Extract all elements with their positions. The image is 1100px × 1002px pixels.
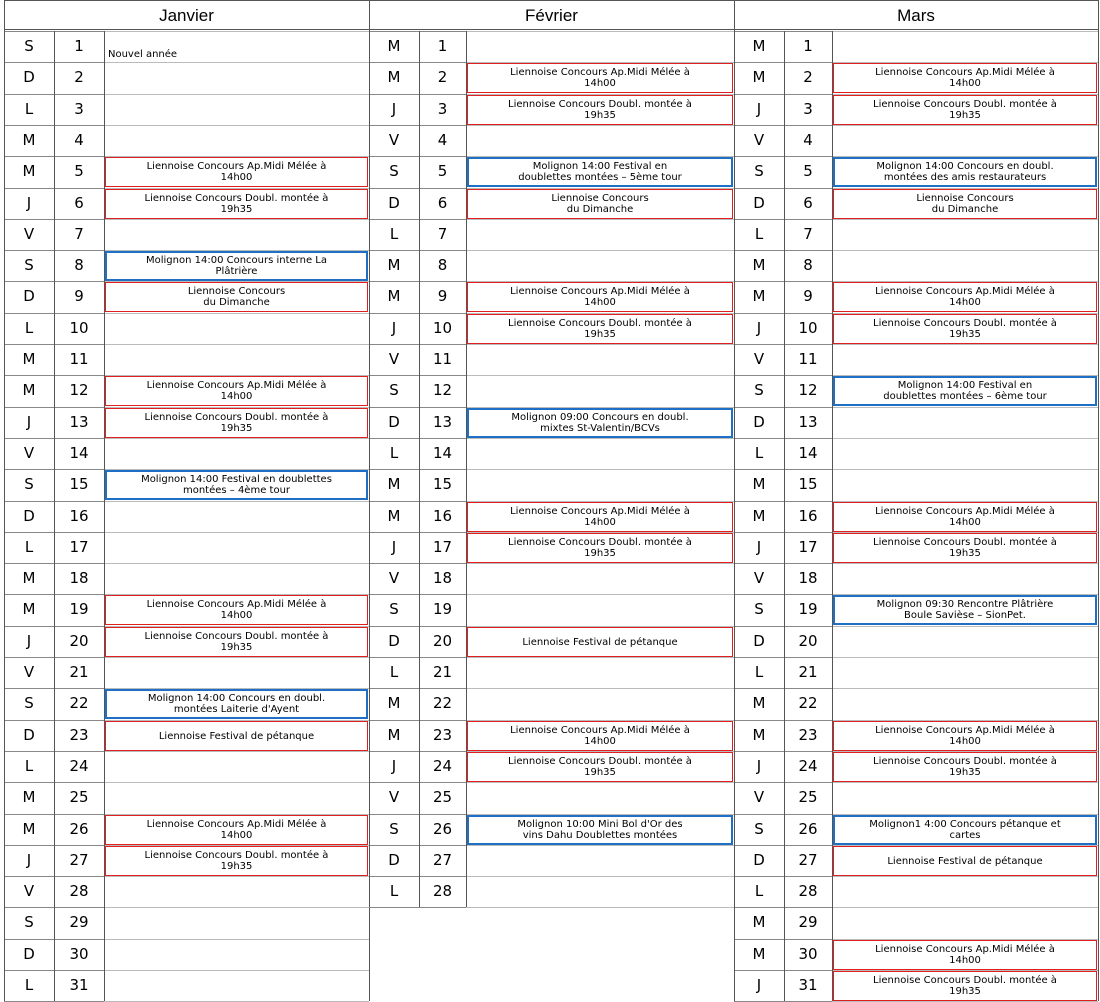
day-number: 22 bbox=[69, 694, 89, 712]
weekday-letter: M bbox=[752, 287, 766, 305]
weekday-letter: J bbox=[391, 319, 397, 337]
event-red-box[interactable]: Liennoise Concours Doubl. montée à 19h35 bbox=[833, 314, 1097, 344]
row-divider bbox=[104, 219, 369, 220]
day-number: 3 bbox=[74, 100, 84, 118]
day-number: 8 bbox=[74, 256, 84, 274]
day-number: 12 bbox=[69, 381, 89, 399]
weekday-letter: J bbox=[756, 319, 762, 337]
weekday-letter: J bbox=[756, 100, 762, 118]
weekday-letter: S bbox=[389, 162, 399, 180]
weekday-letter: V bbox=[23, 444, 35, 462]
event-red-box[interactable]: Liennoise Concours Doubl. montée à 19h35 bbox=[105, 189, 368, 219]
weekday-letter: V bbox=[753, 350, 765, 368]
weekday-letter: S bbox=[754, 162, 764, 180]
event-red-box[interactable]: Liennoise Concours Doubl. montée à 19h35 bbox=[467, 95, 733, 125]
column-divider bbox=[1098, 0, 1099, 1001]
weekday-letter: M bbox=[752, 694, 766, 712]
weekday-letter: M bbox=[22, 788, 36, 806]
weekday-letter: M bbox=[22, 569, 36, 587]
day-number: 21 bbox=[798, 663, 818, 681]
day-number: 7 bbox=[803, 225, 813, 243]
weekday-letter: L bbox=[24, 319, 34, 337]
day-number: 27 bbox=[432, 851, 453, 869]
row-divider bbox=[832, 344, 1098, 345]
weekday-letter: S bbox=[24, 256, 34, 274]
event-red-box[interactable]: Liennoise Concours Ap.Midi Mélée à 14h00 bbox=[833, 721, 1097, 751]
row-divider bbox=[104, 532, 369, 533]
event-red-box[interactable]: Liennoise Concours Doubl. montée à 19h35 bbox=[467, 314, 733, 344]
day-number: 18 bbox=[798, 569, 818, 587]
day-number: 31 bbox=[798, 976, 818, 994]
day-number: 26 bbox=[432, 820, 453, 838]
event-red-box[interactable]: Liennoise Concours du Dimanche bbox=[833, 189, 1097, 219]
row-divider bbox=[104, 344, 369, 345]
row-divider bbox=[832, 125, 1098, 126]
weekday-letter: M bbox=[22, 162, 36, 180]
row-divider bbox=[466, 594, 734, 595]
day-number: 13 bbox=[432, 413, 453, 431]
weekday-letter: M bbox=[387, 68, 401, 86]
weekday-letter: L bbox=[754, 882, 764, 900]
row-divider bbox=[466, 845, 734, 846]
weekday-letter: D bbox=[753, 851, 765, 869]
weekday-letter: L bbox=[389, 882, 399, 900]
day-number: 15 bbox=[798, 475, 818, 493]
row-divider bbox=[104, 876, 369, 877]
weekday-letter: S bbox=[389, 600, 399, 618]
weekday-letter: V bbox=[388, 350, 400, 368]
weekday-letter: D bbox=[23, 945, 35, 963]
weekday-letter: D bbox=[23, 507, 35, 525]
row-divider bbox=[466, 31, 734, 32]
day-number: 25 bbox=[432, 788, 453, 806]
day-number: 8 bbox=[437, 256, 448, 274]
event-red-box[interactable]: Liennoise Concours Ap.Midi Mélée à 14h00 bbox=[105, 157, 368, 187]
day-number: 3 bbox=[803, 100, 813, 118]
day-number: 24 bbox=[69, 757, 89, 775]
row-divider bbox=[832, 626, 1098, 627]
weekday-letter: D bbox=[388, 194, 400, 212]
weekday-letter: M bbox=[752, 913, 766, 931]
row-divider bbox=[466, 250, 734, 251]
day-number: 21 bbox=[432, 663, 453, 681]
weekday-letter: M bbox=[752, 945, 766, 963]
weekday-letter: V bbox=[23, 663, 35, 681]
day-number: 29 bbox=[798, 913, 818, 931]
row-divider bbox=[104, 501, 369, 502]
day-number: 18 bbox=[69, 569, 89, 587]
event-plain-box[interactable]: Nouvel année bbox=[108, 49, 178, 60]
weekday-letter: D bbox=[388, 413, 400, 431]
event-red-box[interactable]: Liennoise Concours Ap.Midi Mélée à 14h00 bbox=[833, 282, 1097, 312]
weekday-letter: J bbox=[26, 851, 32, 869]
row-divider bbox=[832, 250, 1098, 251]
event-blue-box[interactable]: Molignon 09:00 Concours en doubl. mixtes St-Valentin/BCVs bbox=[467, 408, 733, 438]
day-number: 6 bbox=[74, 194, 84, 212]
day-number: 17 bbox=[798, 538, 818, 556]
event-red-box[interactable]: Liennoise Concours Doubl. montée à 19h35 bbox=[105, 627, 368, 657]
day-number: 30 bbox=[69, 945, 89, 963]
day-number: 11 bbox=[798, 350, 818, 368]
weekday-letter: V bbox=[388, 788, 400, 806]
weekday-letter: M bbox=[387, 507, 401, 525]
event-blue-box[interactable]: Molignon1 4:00 Concours pétanque et cartes bbox=[833, 815, 1097, 845]
month-header-janvier: Janvier bbox=[4, 0, 369, 30]
weekday-letter: J bbox=[26, 413, 32, 431]
event-red-box[interactable]: Liennoise Concours Doubl. montée à 19h35 bbox=[833, 971, 1097, 1001]
event-red-box[interactable]: Liennoise Concours Doubl. montée à 19h35 bbox=[467, 752, 733, 782]
day-number: 27 bbox=[69, 851, 89, 869]
weekday-letter: J bbox=[756, 757, 762, 775]
day-number: 14 bbox=[432, 444, 453, 462]
day-number: 28 bbox=[69, 882, 89, 900]
day-number: 11 bbox=[432, 350, 453, 368]
day-number: 16 bbox=[798, 507, 818, 525]
day-number: 10 bbox=[69, 319, 89, 337]
day-number: 22 bbox=[798, 694, 818, 712]
weekday-letter: S bbox=[389, 381, 399, 399]
event-red-box[interactable]: Liennoise Festival de pétanque bbox=[467, 627, 733, 657]
weekday-letter: L bbox=[389, 225, 399, 243]
day-number: 10 bbox=[432, 319, 453, 337]
row-divider bbox=[466, 876, 734, 877]
day-number: 26 bbox=[798, 820, 818, 838]
event-blue-box[interactable]: Molignon 14:00 Concours interne La Plâtrière bbox=[105, 251, 368, 281]
day-number: 11 bbox=[69, 350, 89, 368]
day-number: 22 bbox=[432, 694, 453, 712]
day-number: 1 bbox=[74, 37, 84, 55]
day-number: 18 bbox=[432, 569, 453, 587]
weekday-letter: M bbox=[22, 350, 36, 368]
row-divider bbox=[104, 939, 369, 940]
weekday-letter: V bbox=[388, 569, 400, 587]
day-number: 30 bbox=[798, 945, 818, 963]
day-number: 15 bbox=[432, 475, 453, 493]
event-red-box[interactable]: Liennoise Concours Ap.Midi Mélée à 14h00 bbox=[105, 815, 368, 845]
row-divider bbox=[832, 688, 1098, 689]
weekday-letter: S bbox=[24, 694, 34, 712]
row-divider bbox=[466, 688, 734, 689]
day-number: 6 bbox=[437, 194, 448, 212]
weekday-letter: L bbox=[24, 976, 34, 994]
weekday-letter: M bbox=[22, 381, 36, 399]
event-blue-box[interactable]: Molignon 14:00 Festival en doublettes montées – 6ème tour bbox=[833, 376, 1097, 406]
event-red-box[interactable]: Liennoise Concours Ap.Midi Mélée à 14h00 bbox=[467, 282, 733, 312]
weekday-letter: J bbox=[391, 538, 397, 556]
day-number: 1 bbox=[437, 37, 448, 55]
event-blue-box[interactable]: Molignon 14:00 Concours en doubl. montées des amis restaurateurs bbox=[833, 157, 1097, 187]
weekday-letter: L bbox=[754, 444, 764, 462]
weekday-letter: M bbox=[387, 287, 401, 305]
day-number: 17 bbox=[69, 538, 89, 556]
weekday-letter: M bbox=[752, 475, 766, 493]
weekday-letter: J bbox=[756, 538, 762, 556]
event-red-box[interactable]: Liennoise Festival de pétanque bbox=[833, 846, 1097, 876]
weekday-letter: S bbox=[24, 37, 34, 55]
row-divider bbox=[832, 219, 1098, 220]
weekday-letter: L bbox=[754, 663, 764, 681]
weekday-letter: J bbox=[391, 100, 397, 118]
row-divider bbox=[104, 94, 369, 95]
weekday-letter: M bbox=[387, 37, 401, 55]
row-divider bbox=[466, 125, 734, 126]
event-red-box[interactable]: Liennoise Concours Ap.Midi Mélée à 14h00 bbox=[833, 63, 1097, 93]
day-number: 5 bbox=[803, 162, 813, 180]
day-number: 20 bbox=[798, 632, 818, 650]
day-number: 5 bbox=[74, 162, 84, 180]
row-divider bbox=[466, 344, 734, 345]
weekday-letter: M bbox=[387, 256, 401, 274]
event-red-box[interactable]: Liennoise Concours Doubl. montée à 19h35 bbox=[105, 846, 368, 876]
weekday-letter: D bbox=[23, 726, 35, 744]
weekday-letter: L bbox=[24, 100, 34, 118]
day-number: 7 bbox=[437, 225, 448, 243]
weekday-letter: L bbox=[24, 538, 34, 556]
weekday-letter: V bbox=[388, 131, 400, 149]
weekday-letter: M bbox=[22, 131, 36, 149]
event-blue-box[interactable]: Molignon 09:30 Rencontre Plâtrière Boule Savièse – SionPet. bbox=[833, 595, 1097, 625]
month-header-février: Février bbox=[369, 0, 734, 30]
row-divider bbox=[466, 563, 734, 564]
weekday-letter: M bbox=[752, 507, 766, 525]
day-number: 4 bbox=[803, 131, 813, 149]
day-number: 19 bbox=[69, 600, 89, 618]
weekday-letter: L bbox=[24, 757, 34, 775]
day-number: 19 bbox=[798, 600, 818, 618]
row-divider bbox=[832, 782, 1098, 783]
day-number: 28 bbox=[432, 882, 453, 900]
weekday-letter: J bbox=[756, 976, 762, 994]
weekday-letter: S bbox=[24, 913, 34, 931]
weekday-letter: J bbox=[26, 632, 32, 650]
row-divider bbox=[466, 907, 734, 908]
row-divider bbox=[466, 469, 734, 470]
row-divider bbox=[104, 313, 369, 314]
weekday-letter: L bbox=[389, 444, 399, 462]
day-number: 9 bbox=[74, 287, 84, 305]
event-red-box[interactable]: Liennoise Concours du Dimanche bbox=[467, 189, 733, 219]
day-number: 25 bbox=[69, 788, 89, 806]
weekday-letter: M bbox=[387, 694, 401, 712]
day-number: 9 bbox=[803, 287, 813, 305]
row-divider bbox=[832, 438, 1098, 439]
weekday-letter: D bbox=[23, 287, 35, 305]
day-number: 20 bbox=[69, 632, 89, 650]
day-number: 15 bbox=[69, 475, 89, 493]
day-number: 14 bbox=[69, 444, 89, 462]
row-divider bbox=[104, 125, 369, 126]
row-divider bbox=[832, 469, 1098, 470]
row-divider bbox=[104, 751, 369, 752]
row-divider bbox=[104, 62, 369, 63]
day-number: 1 bbox=[803, 37, 813, 55]
weekday-letter: S bbox=[754, 820, 764, 838]
event-red-box[interactable]: Liennoise Concours du Dimanche bbox=[105, 282, 368, 312]
day-number: 29 bbox=[69, 913, 89, 931]
row-divider bbox=[466, 438, 734, 439]
event-red-box[interactable]: Liennoise Concours Ap.Midi Mélée à 14h00 bbox=[105, 376, 368, 406]
weekday-letter: L bbox=[754, 225, 764, 243]
weekday-letter: M bbox=[752, 68, 766, 86]
day-number: 14 bbox=[798, 444, 818, 462]
day-number: 2 bbox=[803, 68, 813, 86]
weekday-letter: S bbox=[389, 820, 399, 838]
weekday-letter: M bbox=[752, 256, 766, 274]
row-divider bbox=[832, 31, 1098, 32]
event-red-box[interactable]: Liennoise Concours Ap.Midi Mélée à 14h00 bbox=[833, 502, 1097, 532]
row-divider bbox=[466, 375, 734, 376]
weekday-letter: J bbox=[391, 757, 397, 775]
row-divider bbox=[832, 657, 1098, 658]
row-divider bbox=[104, 782, 369, 783]
day-number: 12 bbox=[432, 381, 453, 399]
day-number: 31 bbox=[69, 976, 89, 994]
row-divider bbox=[466, 782, 734, 783]
weekday-letter: D bbox=[388, 632, 400, 650]
weekday-letter: M bbox=[387, 726, 401, 744]
day-number: 5 bbox=[437, 162, 448, 180]
weekday-letter: L bbox=[389, 663, 399, 681]
day-number: 10 bbox=[798, 319, 818, 337]
event-red-box[interactable]: Liennoise Concours Ap.Midi Mélée à 14h00 bbox=[467, 63, 733, 93]
day-number: 9 bbox=[437, 287, 448, 305]
weekday-letter: J bbox=[26, 194, 32, 212]
weekday-letter: D bbox=[23, 68, 35, 86]
row-divider bbox=[832, 907, 1098, 908]
event-red-box[interactable]: Liennoise Concours Ap.Midi Mélée à 14h00 bbox=[105, 595, 368, 625]
day-number: 21 bbox=[69, 663, 89, 681]
event-red-box[interactable]: Liennoise Concours Doubl. montée à 19h35 bbox=[833, 533, 1097, 563]
weekday-letter: S bbox=[754, 381, 764, 399]
day-number: 23 bbox=[798, 726, 818, 744]
row-divider bbox=[832, 407, 1098, 408]
day-number: 2 bbox=[74, 68, 84, 86]
weekday-letter: M bbox=[22, 820, 36, 838]
event-blue-box[interactable]: Molignon 14:00 Festival en doublettes montées – 5ème tour bbox=[467, 157, 733, 187]
weekday-letter: D bbox=[753, 632, 765, 650]
weekday-letter: V bbox=[753, 788, 765, 806]
day-number: 17 bbox=[432, 538, 453, 556]
event-red-box[interactable]: Liennoise Concours Doubl. montée à 19h35 bbox=[833, 95, 1097, 125]
day-number: 23 bbox=[432, 726, 453, 744]
weekday-letter: V bbox=[23, 225, 35, 243]
row-divider bbox=[466, 657, 734, 658]
weekday-letter: M bbox=[387, 475, 401, 493]
event-blue-box[interactable]: Molignon 14:00 Festival en doublettes montées – 4ème tour bbox=[105, 470, 368, 500]
day-number: 25 bbox=[798, 788, 818, 806]
weekday-letter: V bbox=[753, 569, 765, 587]
row-divider bbox=[104, 563, 369, 564]
day-number: 3 bbox=[437, 100, 448, 118]
event-red-box[interactable]: Liennoise Festival de pétanque bbox=[105, 721, 368, 751]
day-number: 20 bbox=[432, 632, 453, 650]
day-number: 28 bbox=[798, 882, 818, 900]
day-number: 12 bbox=[798, 381, 818, 399]
event-red-box[interactable]: Liennoise Concours Ap.Midi Mélée à 14h00 bbox=[833, 940, 1097, 970]
day-number: 23 bbox=[69, 726, 89, 744]
day-number: 27 bbox=[798, 851, 818, 869]
event-red-box[interactable]: Liennoise Concours Doubl. montée à 19h35 bbox=[467, 533, 733, 563]
weekday-letter: V bbox=[753, 131, 765, 149]
weekday-letter: M bbox=[752, 726, 766, 744]
day-number: 24 bbox=[798, 757, 818, 775]
day-number: 6 bbox=[803, 194, 813, 212]
weekday-letter: S bbox=[754, 600, 764, 618]
event-blue-box[interactable]: Molignon 14:00 Concours en doubl. montées Laiterie d'Ayent bbox=[105, 689, 368, 719]
day-number: 16 bbox=[69, 507, 89, 525]
day-number: 2 bbox=[437, 68, 448, 86]
weekday-letter: D bbox=[388, 851, 400, 869]
day-number: 13 bbox=[69, 413, 89, 431]
day-number: 24 bbox=[432, 757, 453, 775]
day-number: 4 bbox=[437, 131, 448, 149]
day-number: 13 bbox=[798, 413, 818, 431]
row-divider bbox=[104, 657, 369, 658]
day-number: 7 bbox=[74, 225, 84, 243]
day-number: 4 bbox=[74, 131, 84, 149]
day-number: 8 bbox=[803, 256, 813, 274]
weekday-letter: S bbox=[24, 475, 34, 493]
event-red-box[interactable]: Liennoise Concours Doubl. montée à 19h35 bbox=[833, 752, 1097, 782]
event-blue-box[interactable]: Molignon 10:00 Mini Bol d'Or des vins Dahu Doublettes montées bbox=[467, 815, 733, 845]
event-red-box[interactable]: Liennoise Concours Ap.Midi Mélée à 14h00 bbox=[467, 721, 733, 751]
row-divider bbox=[104, 438, 369, 439]
weekday-letter: V bbox=[23, 882, 35, 900]
event-red-box[interactable]: Liennoise Concours Doubl. montée à 19h35 bbox=[105, 408, 368, 438]
day-number: 26 bbox=[69, 820, 89, 838]
row-divider bbox=[466, 219, 734, 220]
day-number: 19 bbox=[432, 600, 453, 618]
weekday-letter: M bbox=[752, 37, 766, 55]
row-divider bbox=[369, 907, 466, 908]
row-divider bbox=[832, 563, 1098, 564]
month-header-mars: Mars bbox=[734, 0, 1098, 30]
row-divider bbox=[104, 970, 369, 971]
day-number: 16 bbox=[432, 507, 453, 525]
row-divider bbox=[104, 907, 369, 908]
row-divider bbox=[832, 876, 1098, 877]
weekday-letter: D bbox=[753, 413, 765, 431]
weekday-letter: M bbox=[22, 600, 36, 618]
event-red-box[interactable]: Liennoise Concours Ap.Midi Mélée à 14h00 bbox=[467, 502, 733, 532]
weekday-letter: D bbox=[753, 194, 765, 212]
